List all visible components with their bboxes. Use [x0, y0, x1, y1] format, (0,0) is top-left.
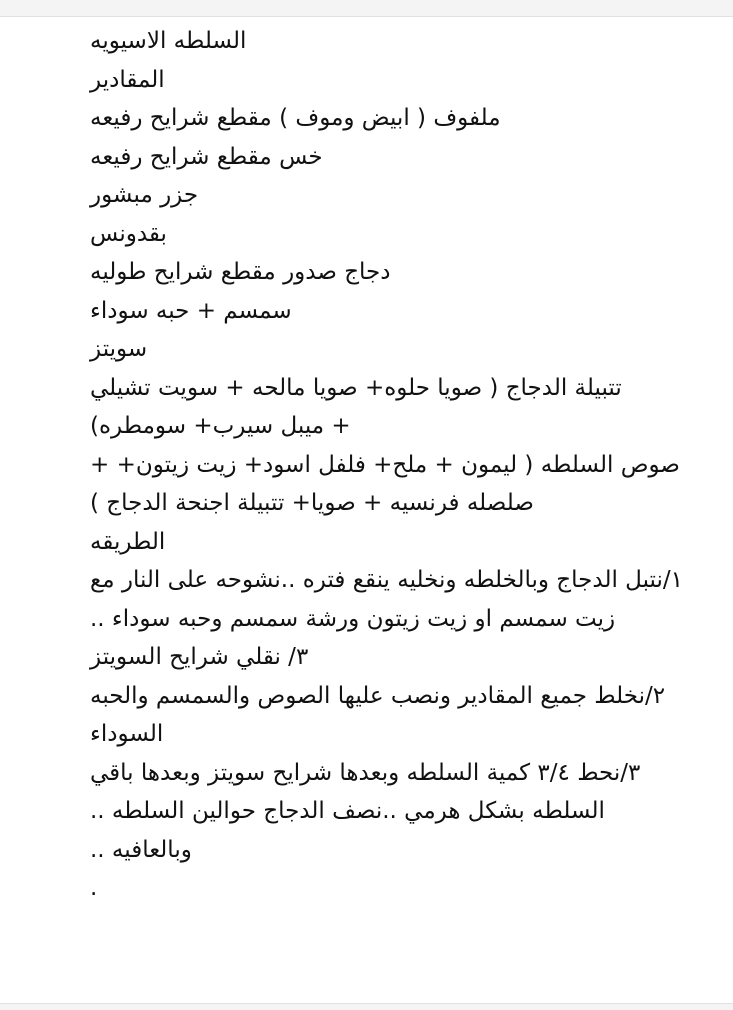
chicken-marinade-line: تتبيلة الدجاج ( صويا حلوه+ صويا مالحه + سويت تشيلي — [90, 374, 622, 401]
ingredient-line: دجاج صدور مقطع شرايح طوليه — [90, 259, 391, 285]
top-border — [0, 0, 733, 17]
ingredient-line: جزر مبشور — [90, 182, 199, 208]
closing-line: وبالعافيه .. — [90, 836, 192, 863]
recipe-title: السلطه الاسيويه — [90, 28, 247, 54]
ingredient-line: ملفوف ( ابيض وموف ) مقطع شرايح رفيعه — [90, 105, 501, 131]
ingredient-line: بقدونس — [90, 220, 167, 247]
closing-dot: . — [90, 875, 98, 901]
ingredients-heading: المقادير — [90, 66, 165, 93]
method-step: ٣/ نقلي شرايح السويتز — [90, 644, 309, 670]
method-heading: الطريقه — [90, 528, 166, 555]
method-step: ٢/نخلط جميع المقادير ونصب عليها الصوص والسمسم والحبه السوداء — [90, 682, 666, 747]
recipe-text — [90, 22, 705, 908]
method-step: ٣/نحط ٣/٤ كمية السلطه وبعدها شرايح سويتز وبعدها باقي السلطه بشكل هرمي ..نصف الدجاج حوالين السلطه .. — [90, 759, 641, 824]
ingredient-line: سويتز — [90, 336, 148, 362]
salad-sauce-line: صوص السلطه ( ليمون + ملح+ فلفل اسود+ زيت زيتون+ + صلصله فرنسيه + صويا+ تتبيلة اجنحة الدجاج ) — [90, 451, 680, 516]
ingredient-line: خس مقطع شرايح رفيعه — [90, 143, 323, 170]
chicken-marinade-line: + ميبل سيرب+ سومطره) — [90, 413, 351, 439]
ingredient-line: سمسم + حبه سوداء — [90, 297, 292, 324]
method-step: ١/نتبل الدجاج وبالخلطه ونخليه ينقع فتره ..نشوحه على النار مع زيت سمسم او زيت زيتون ورشة سمسم وحبه سوداء .. — [90, 567, 683, 632]
bottom-border — [0, 1003, 733, 1010]
